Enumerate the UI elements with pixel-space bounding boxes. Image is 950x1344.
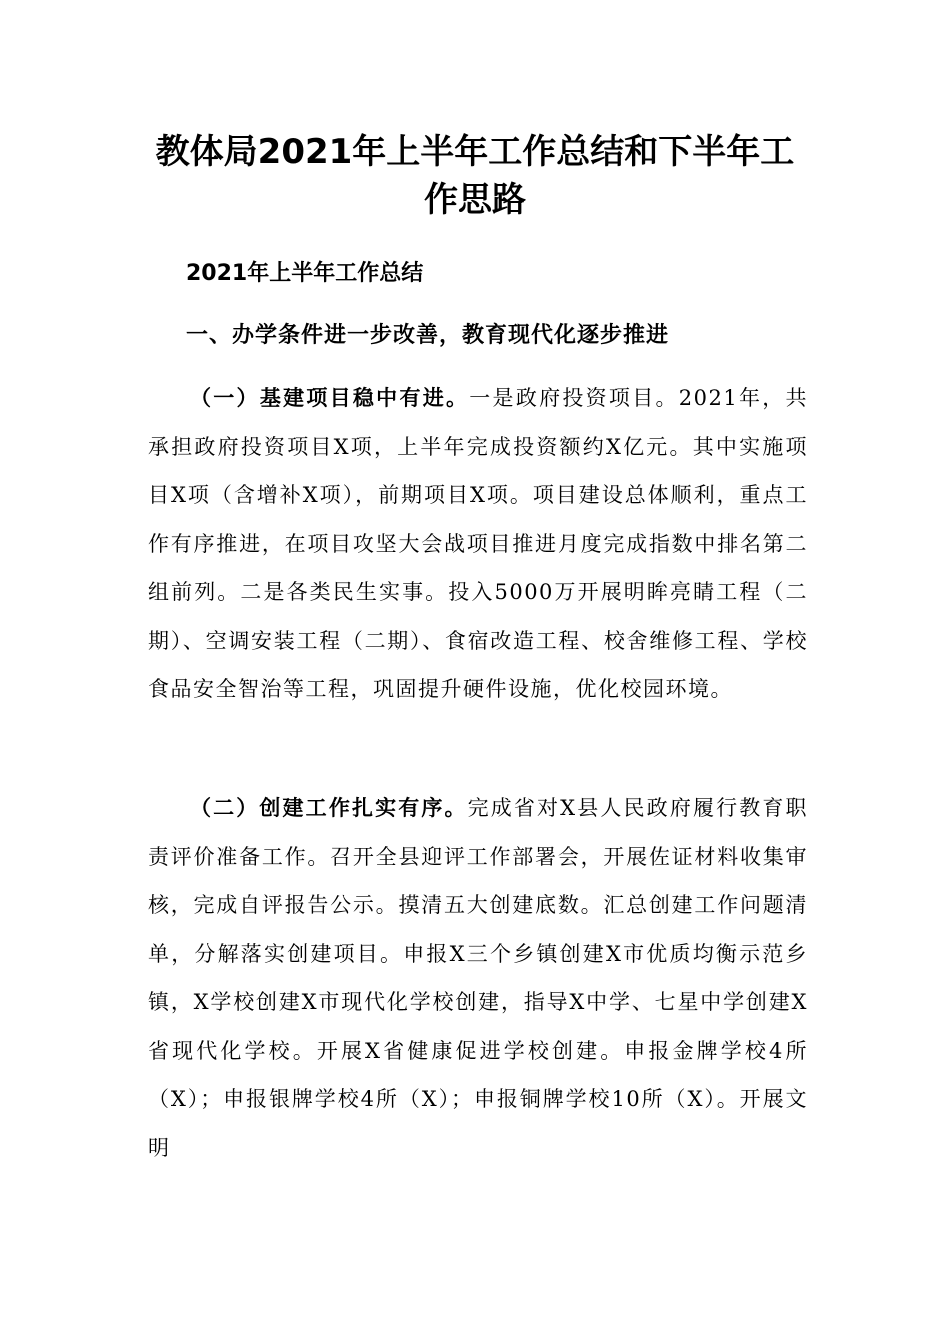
paragraph-body: 完成省对X县人民政府履行教育职责评价准备工作。召开全县迎评工作部署会，开展佐证材料收集审核，完成自评报告公示。摸清五大创建底数。汇总创建工作问题清单，分解落实创建项目。申报X三个乡镇创建X市优质均衡示范乡镇，X学校创建X市现代化学校创建，指导X中学、七星中学创建X省现代化学校。开展X省健康促进学校创建。申报金牌学校4所（X）；申报银牌学校4所（X）；申报铜牌学校10所（X）。开展文明 [148, 796, 808, 1160]
paragraph-body: 一是政府投资项目。2021年，共承担政府投资项目X项，上半年完成投资额约X亿元。其中实施项目X项（含增补X项），前期项目X项。项目建设总体顺利，重点工作有序推进，在项目攻坚大会战项目推进月度完成指数中排名第二组前列。二是各类民生实事。投入5000万开展明眸亮睛工程（二期）、空调安装工程（二期）、食宿改造工程、校舍维修工程、学校食品安全智治等工程，巩固提升硬件设施，优化校园环境。 [148, 386, 808, 701]
paragraph-lead: （二）创建工作扎实有序。 [190, 796, 468, 820]
paragraph-lead: （一）基建项目稳中有进。 [190, 386, 470, 410]
paragraph-creation-work [148, 784, 808, 1172]
document-title-line-2: 作思路 [424, 180, 526, 220]
section-1-heading: 一、办学条件进一步改善，教育现代化逐步推进 [186, 323, 670, 348]
document-title-line-1: 教体局2021年上半年工作总结和下半年工 [155, 132, 795, 172]
summary-heading: 2021年上半年工作总结 [186, 261, 424, 286]
paragraph-infrastructure [148, 374, 808, 714]
